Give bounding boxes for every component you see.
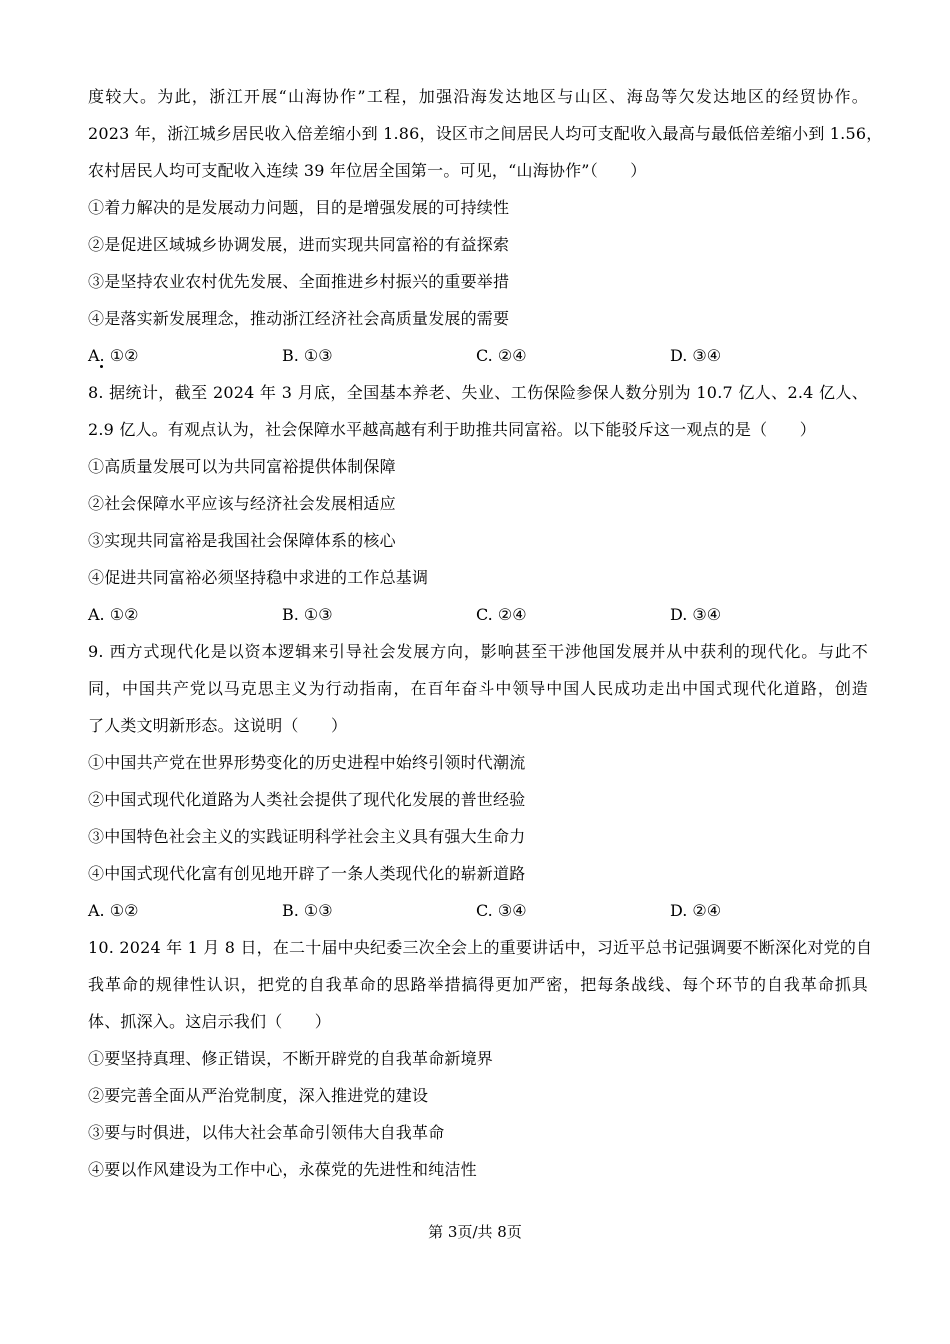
question-text-line: 农村居民人均可支配收入连续 39 年位居全国第一。可见，“山海协作”（ ） (88, 161, 647, 180)
answer-options (88, 337, 868, 374)
question-text-line: 10. 2024 年 1 月 8 日，在二十届中央纪委三次全会上的重要讲话中，习近平总书记强调要不断深化对党的自 (88, 938, 873, 957)
question-text-line: 体、抓深入。这启示我们（ ） (88, 1012, 332, 1031)
statement-3: ③要与时俱进，以伟大社会革命引领伟大自我革命 (88, 1123, 445, 1142)
question-text-line: 8. 据统计，截至 2024 年 3 月底，全国基本养老、失业、工伤保险参保人数分别为 10.7 亿人、2.4 亿人、 (88, 383, 868, 402)
question-text-line: 9. 西方式现代化是以资本逻辑来引导社会发展方向，影响甚至干涉他国发展并从中获利的现代化。与此不 (88, 642, 868, 661)
page-footer: 第 3页/共 8页 (428, 1223, 522, 1241)
exam-page (88, 78, 883, 1188)
statement-1: ①中国共产党在世界形势变化的历史进程中始终引领时代潮流 (88, 753, 526, 772)
statement-1: ①着力解决的是发展动力问题，目的是增强发展的可持续性 (88, 198, 510, 217)
option-a: A. ①② (88, 346, 139, 365)
option-c: C. ②④ (476, 605, 527, 624)
stray-dot-mark (100, 365, 103, 368)
option-d: D. ③④ (670, 605, 722, 624)
option-a: A. ①② (88, 901, 139, 920)
question-9 (88, 633, 868, 929)
option-b: B. ①③ (282, 901, 333, 920)
question-text-line: 2023 年，浙江城乡居民收入倍差缩小到 1.86，设区市之间居民人均可支配收入最高与最低倍差缩小到 1.56， (88, 124, 883, 143)
statement-2: ②社会保障水平应该与经济社会发展相适应 (88, 494, 396, 513)
answer-options (88, 892, 868, 929)
question-8 (88, 374, 868, 633)
question-text-line: 度较大。为此，浙江开展“山海协作”工程，加强沿海发达地区与山区、海岛等欠发达地区的经贸协作。 (88, 87, 868, 106)
question-10 (88, 929, 873, 1188)
question-text-line: 了人类文明新形态。这说明（ ） (88, 716, 348, 735)
question-text-line: 2.9 亿人。有观点认为，社会保障水平越高越有利于助推共同富裕。以下能驳斥这一观点的是（ ） (88, 420, 816, 439)
question-7-continuation (88, 78, 883, 374)
statement-1: ①高质量发展可以为共同富裕提供体制保障 (88, 457, 396, 476)
option-d: D. ②④ (670, 901, 722, 920)
question-text-line: 我革命的规律性认识，把党的自我革命的思路举措搞得更加严密，把每条战线、每个环节的自我革命抓具 (88, 975, 868, 994)
option-a: A. ①② (88, 605, 139, 624)
option-c: C. ②④ (476, 346, 527, 365)
option-b: B. ①③ (282, 346, 333, 365)
statement-4: ④促进共同富裕必须坚持稳中求进的工作总基调 (88, 568, 429, 587)
statement-4: ④中国式现代化富有创见地开辟了一条人类现代化的崭新道路 (88, 864, 526, 883)
statement-4: ④是落实新发展理念，推动浙江经济社会高质量发展的需要 (88, 309, 510, 328)
statement-3: ③中国特色社会主义的实践证明科学社会主义具有强大生命力 (88, 827, 526, 846)
option-c: C. ③④ (476, 901, 527, 920)
statement-2: ②中国式现代化道路为人类社会提供了现代化发展的普世经验 (88, 790, 526, 809)
statement-4: ④要以作风建设为工作中心，永葆党的先进性和纯洁性 (88, 1160, 477, 1179)
statement-3: ③实现共同富裕是我国社会保障体系的核心 (88, 531, 396, 550)
statement-3: ③是坚持农业农村优先发展、全面推进乡村振兴的重要举措 (88, 272, 510, 291)
statement-1: ①要坚持真理、修正错误，不断开辟党的自我革命新境界 (88, 1049, 494, 1068)
answer-options (88, 596, 868, 633)
statement-2: ②要完善全面从严治党制度，深入推进党的建设 (88, 1086, 429, 1105)
question-text-line: 同，中国共产党以马克思主义为行动指南，在百年奋斗中领导中国人民成功走出中国式现代化道路，创造 (88, 679, 868, 698)
option-b: B. ①③ (282, 605, 333, 624)
statement-2: ②是促进区域城乡协调发展，进而实现共同富裕的有益探索 (88, 235, 510, 254)
option-d: D. ③④ (670, 346, 722, 365)
